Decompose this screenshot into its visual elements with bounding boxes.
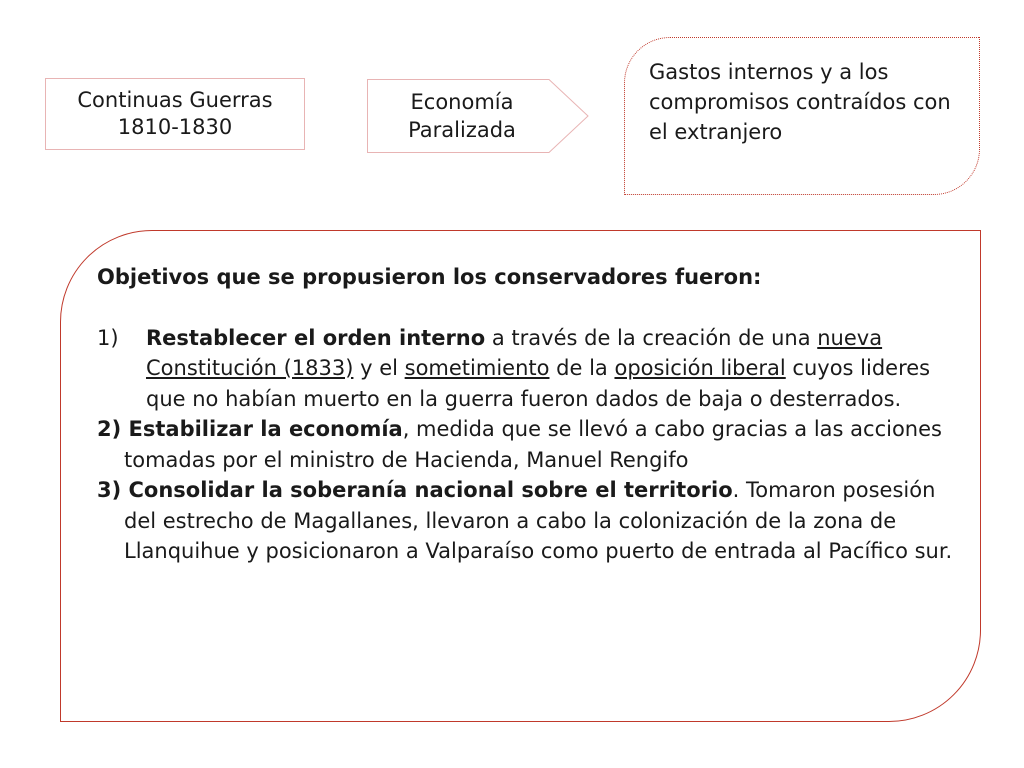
objective-item-1-underline-constitution: nueva Constitución (1833) [146,325,883,380]
objective-item-1-number: 1) [97,325,119,350]
objective-item-1-text-d: cuyos lideres que no habían muerto en la guerra fueron dados de baja o desterrados. [146,356,931,411]
objective-item-1 [97,323,957,415]
wars-box-text [77,87,272,141]
objective-item-1-title: Restablecer el orden interno [146,325,486,350]
objective-item-3-title: 3) Consolidar la soberanía nacional sobre el territorio [97,478,733,502]
objectives-heading: Objetivos que se propusieron los conservadores fueron: [97,265,762,289]
wars-box-line2: 1810-1830 [117,115,233,139]
wars-box-line1: Continuas Guerras [77,88,273,112]
objective-item-1-text-c: de la [549,356,615,380]
objective-item-2-title: 2) Estabilizar la economía [97,417,403,441]
economy-box-line1: Economía [410,90,514,114]
objective-item-3-text: . Tomaron posesión del estrecho de Magallanes, llevaron a cabo la colonización de la zona de Llanquihue y posicionaron a Valparaíso como puerto de entrada al Pacífico sur. [124,478,953,563]
economy-box-line2: Paralizada [408,118,516,142]
expenses-box [624,37,980,195]
objective-item-3 [97,475,957,567]
objective-item-1-text-a: a través de la creación de una [485,325,818,350]
objective-item-1-underline-submission: sometimiento [404,356,550,380]
objective-item-2-text: , medida que se llevó a cabo gracias a las acciones tomadas por el ministro de Hacienda, Manuel Rengifo [124,417,942,472]
economy-box-text [367,79,557,153]
objective-item-2 [97,414,957,475]
expenses-box-text: Gastos internos y a los compromisos contraídos con el extranjero [649,60,951,144]
economy-box [367,79,589,153]
wars-box [45,78,305,150]
objective-item-1-text-b: y el [353,356,405,380]
objectives-content [97,262,957,567]
objective-item-1-underline-opposition: oposición liberal [614,356,786,380]
